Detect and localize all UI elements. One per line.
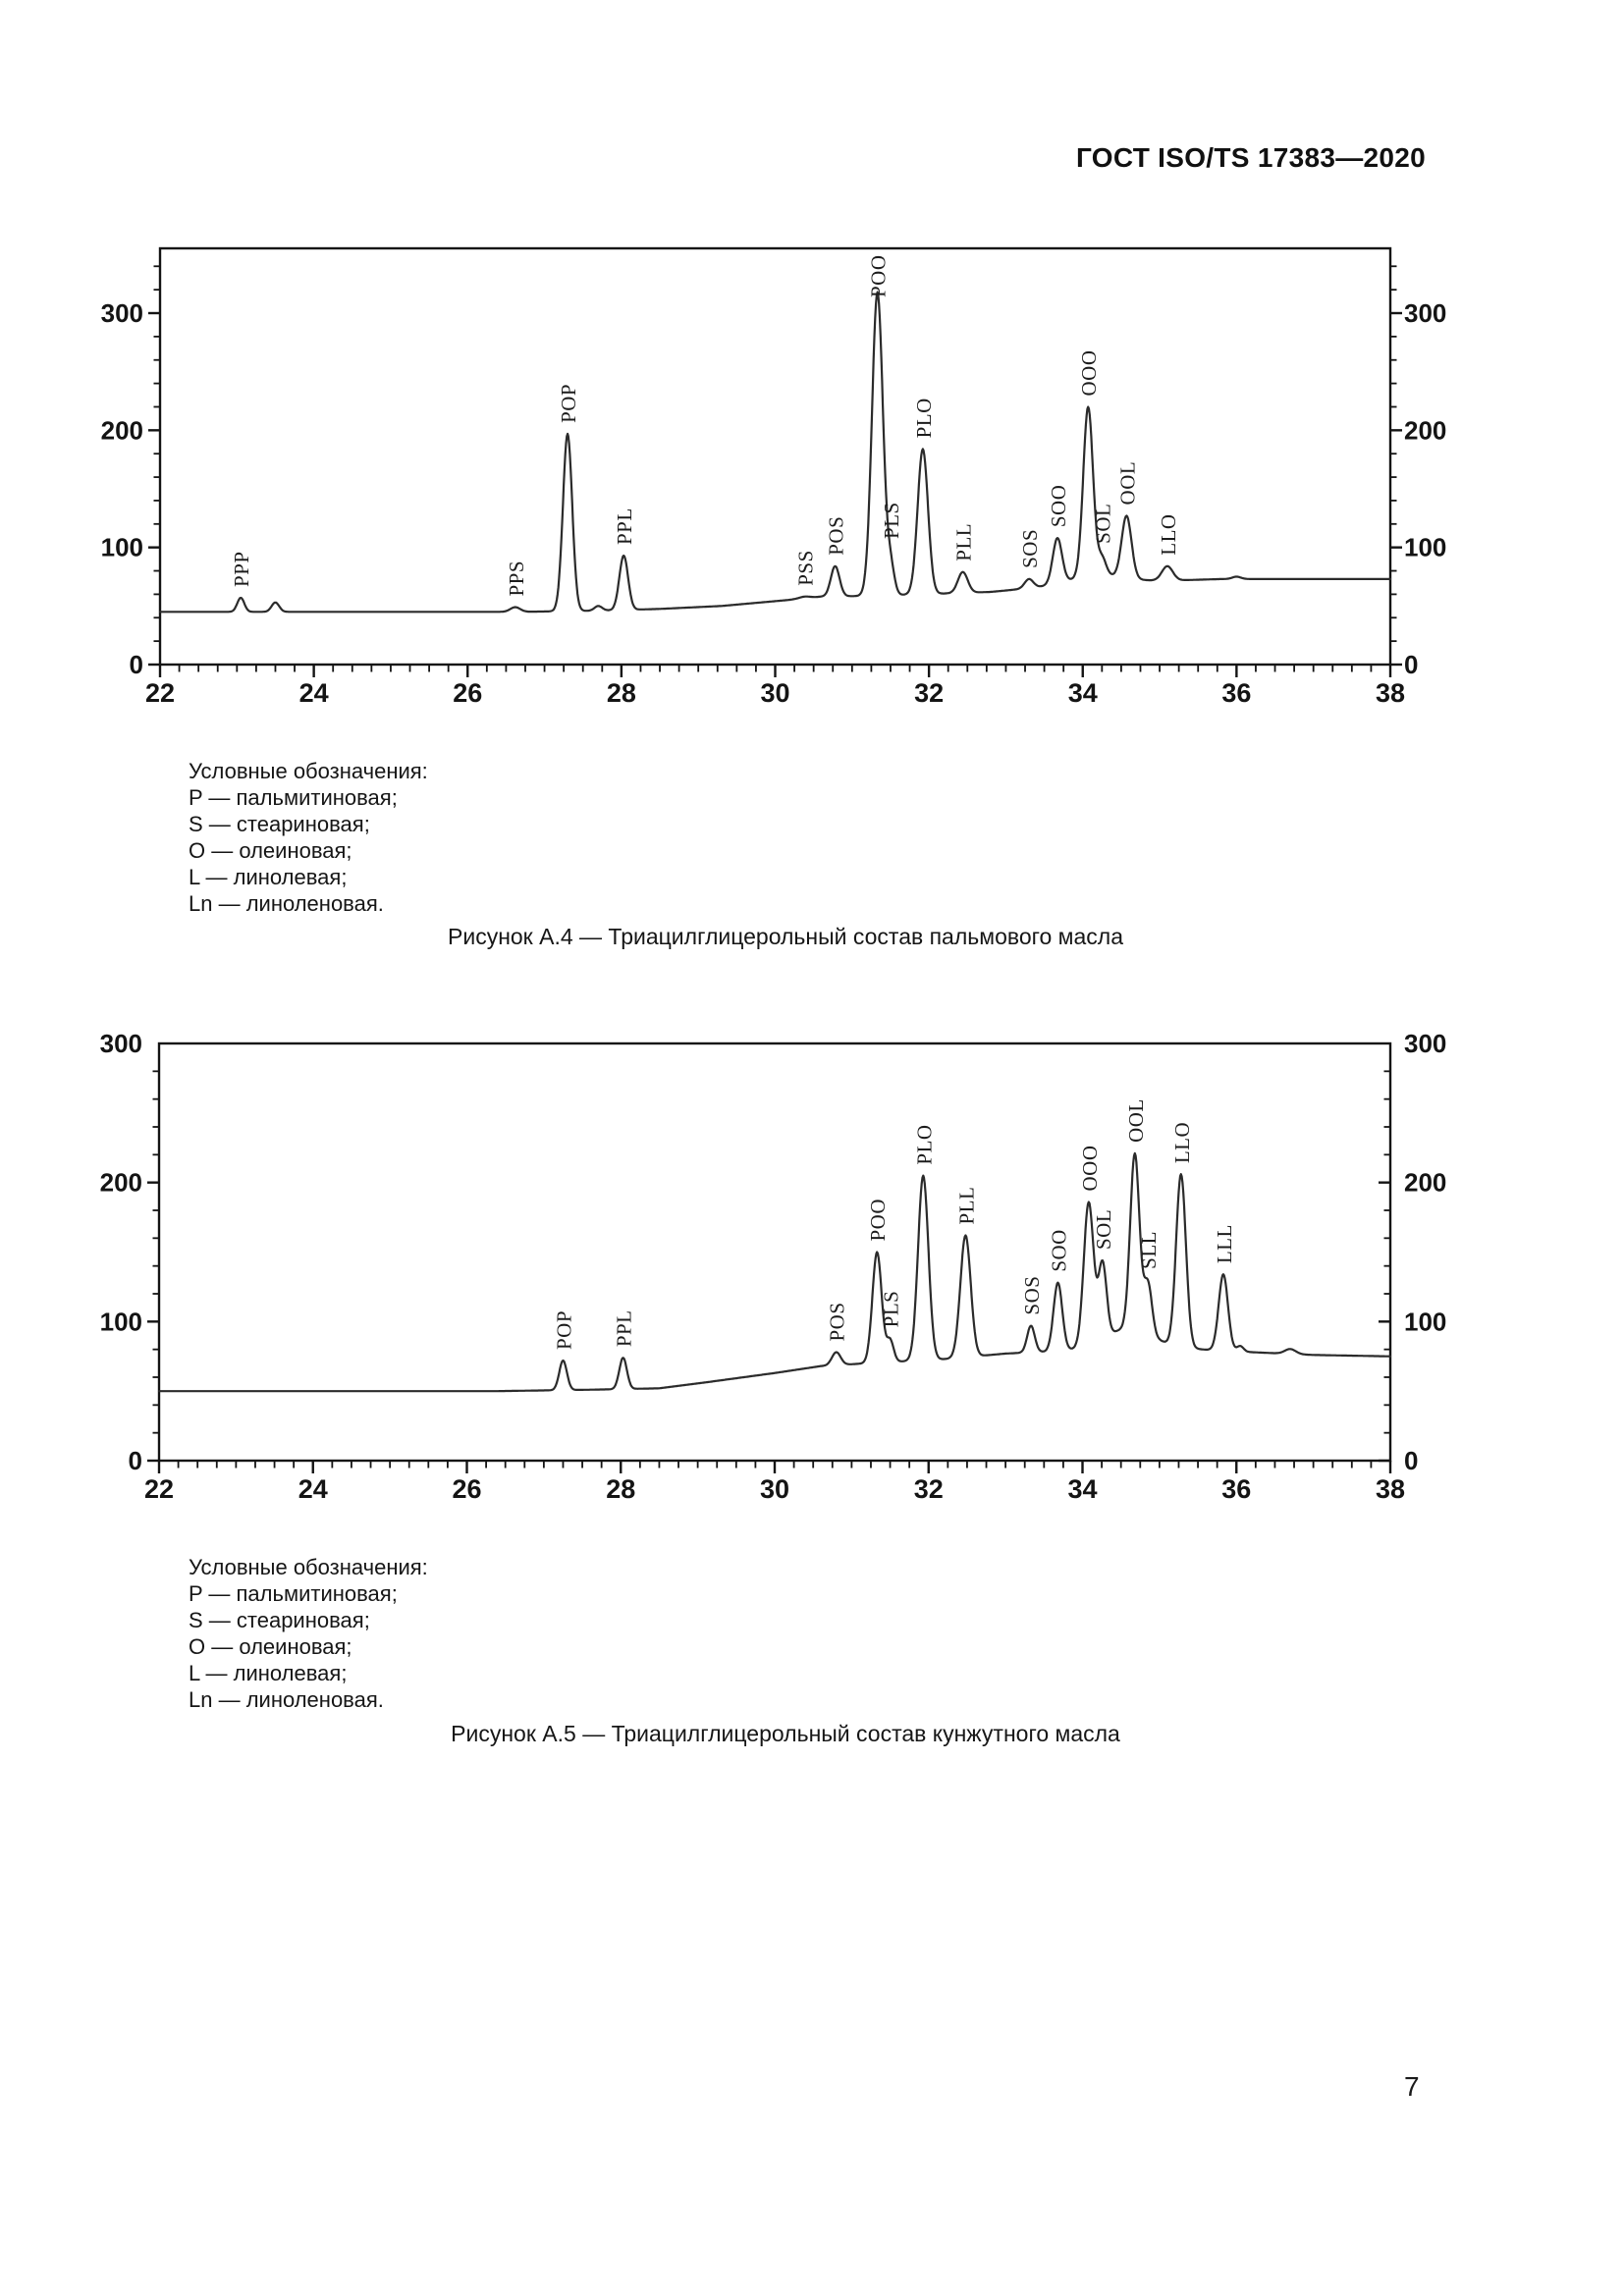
- figure-a4-caption: Рисунок А.4 — Триацилглицерольный состав пальмового масла: [448, 924, 1123, 949]
- legend-figure-a5: [189, 1554, 428, 1713]
- legend-item: L — линолевая;: [189, 1661, 348, 1685]
- peak-label: PLL: [951, 522, 976, 561]
- peak-label: POP: [557, 383, 581, 423]
- peak-label: SOO: [1047, 1229, 1071, 1272]
- y-tick-label-left: 200: [100, 415, 143, 446]
- x-tick-label: 30: [759, 1474, 790, 1504]
- x-tick-label: 34: [1067, 678, 1098, 708]
- legend-item: Ln — линоленовая.: [189, 891, 384, 916]
- peak-label: PLL: [954, 1186, 979, 1225]
- chart-a4: [101, 248, 1447, 708]
- peak-label: OOL: [1123, 1098, 1148, 1143]
- peak-label: LLL: [1212, 1224, 1236, 1264]
- x-tick-label: 36: [1221, 1474, 1252, 1504]
- y-tick-label-right: 300: [1404, 1029, 1447, 1058]
- y-tick-label-left: 300: [99, 1029, 142, 1058]
- peak-label: POO: [866, 254, 891, 297]
- y-tick-label-right: 0: [1404, 650, 1419, 679]
- x-tick-label: 26: [452, 1474, 482, 1504]
- legend-figure-a4: [189, 758, 428, 917]
- peak-label: PPP: [230, 551, 254, 587]
- peak-label: PPL: [612, 1309, 636, 1348]
- x-tick-label: 24: [298, 678, 329, 708]
- peak-label: OOO: [1077, 1145, 1102, 1192]
- legend-item: L — линолевая;: [189, 865, 348, 889]
- peak-label: SOS: [1019, 1275, 1044, 1315]
- plot-frame: [159, 1043, 1390, 1461]
- legend-item: P — пальмитиновая;: [189, 1581, 398, 1606]
- chromatogram-trace: [159, 1153, 1390, 1391]
- y-tick-label-left: 100: [100, 532, 143, 562]
- y-tick-label-left: 0: [128, 1446, 142, 1475]
- y-tick-label-right: 100: [1404, 532, 1447, 562]
- peak-label: OOO: [1077, 349, 1102, 397]
- peak-label: SOL: [1091, 503, 1115, 544]
- chart-a5: [100, 1029, 1447, 1504]
- x-tick-label: 36: [1221, 678, 1252, 708]
- peak-label: POP: [552, 1309, 576, 1350]
- peak-label: SOL: [1091, 1208, 1115, 1250]
- peak-label: PLO: [911, 398, 936, 439]
- legend-item: O — олеиновая;: [189, 1634, 352, 1659]
- peak-label: PLS: [879, 1290, 903, 1328]
- x-tick-label: 32: [914, 678, 945, 708]
- x-tick-label: 26: [453, 678, 483, 708]
- x-tick-label: 34: [1067, 1474, 1098, 1504]
- peak-label: LLO: [1169, 1121, 1194, 1164]
- legend-item: O — олеиновая;: [189, 838, 352, 863]
- peak-label: SLL: [1137, 1230, 1162, 1269]
- y-tick-label-right: 300: [1404, 298, 1447, 328]
- x-tick-label: 24: [298, 1474, 328, 1504]
- document-header: ГОСТ ISO/TS 17383—2020: [1075, 142, 1426, 173]
- y-tick-label-left: 300: [100, 298, 143, 328]
- figure-a5-caption: Рисунок А.5 — Триацилглицерольный состав кунжутного масла: [451, 1721, 1120, 1746]
- legend-item: S — стеариновая;: [189, 812, 370, 836]
- peak-label: OOL: [1115, 460, 1140, 506]
- x-tick-label: 22: [144, 678, 176, 708]
- legend-item: Ln — линоленовая.: [189, 1687, 384, 1712]
- y-tick-label-left: 0: [129, 650, 143, 679]
- x-tick-label: 28: [606, 1474, 636, 1504]
- x-tick-label: 32: [913, 1474, 944, 1504]
- legend-item: P — пальмитиновая;: [189, 785, 398, 810]
- peak-label: LLO: [1156, 513, 1180, 556]
- legend-item: S — стеариновая;: [189, 1608, 370, 1632]
- y-tick-label-right: 100: [1404, 1307, 1447, 1337]
- peak-label: SOO: [1046, 484, 1070, 528]
- peak-label: SOS: [1017, 528, 1042, 568]
- chromatogram-trace: [160, 293, 1390, 613]
- x-tick-label: 30: [760, 678, 790, 708]
- peak-label: POS: [825, 1302, 849, 1342]
- y-tick-label-left: 100: [99, 1307, 142, 1337]
- y-tick-label-left: 200: [99, 1167, 142, 1198]
- peak-label: PSS: [793, 550, 818, 586]
- peak-label: PPS: [504, 560, 528, 597]
- y-tick-label-right: 200: [1404, 415, 1447, 446]
- x-tick-label: 38: [1375, 678, 1406, 708]
- y-tick-label-right: 0: [1404, 1446, 1419, 1475]
- peak-label: PLS: [879, 502, 903, 540]
- y-tick-label-right: 200: [1404, 1167, 1447, 1198]
- x-tick-label: 28: [606, 678, 636, 708]
- peak-label: POO: [866, 1198, 891, 1242]
- x-tick-label: 38: [1375, 1474, 1406, 1504]
- page-number: 7: [1404, 2071, 1420, 2102]
- legend-title: Условные обозначения:: [189, 1555, 428, 1579]
- peak-label: POS: [824, 515, 848, 556]
- peak-label: PPL: [613, 507, 637, 546]
- peak-label: PLO: [912, 1124, 937, 1165]
- legend-title: Условные обозначения:: [189, 759, 428, 783]
- x-tick-label: 22: [143, 1474, 175, 1504]
